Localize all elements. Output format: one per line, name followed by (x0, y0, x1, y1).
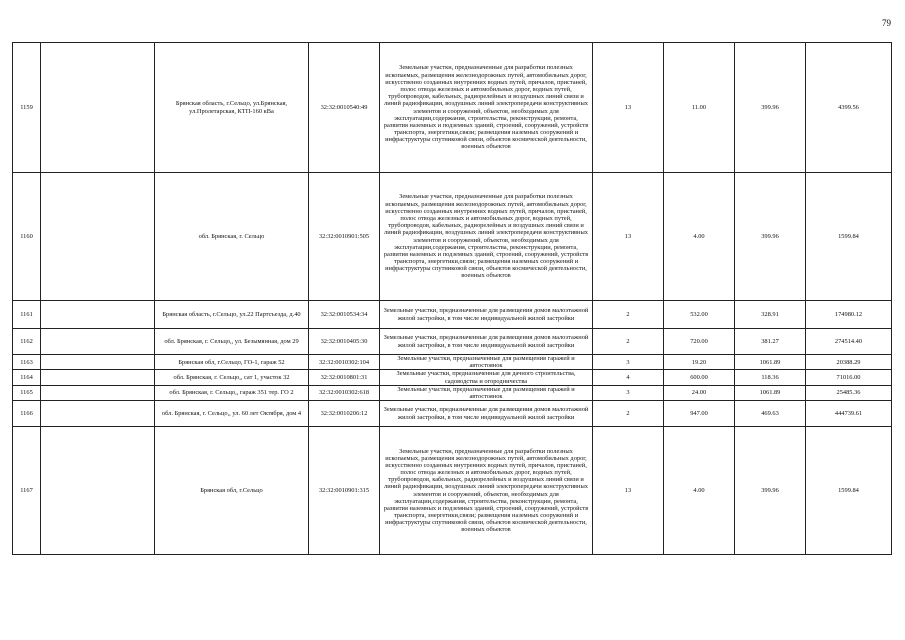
cell-purpose: Земельные участки, предназначенные для размещения гаражей и автостоянок (380, 355, 593, 370)
cell-value: 71016.00 (806, 370, 892, 385)
land-registry-table (12, 42, 892, 555)
cell-address: обл. Брянская, г. Сельцо,, гараж 351 тер. ГО 2 (155, 385, 309, 400)
cell-id: 1163 (13, 355, 41, 370)
cell-value: 174980.12 (806, 301, 892, 329)
cell-code: 2 (593, 401, 664, 427)
cell-address: Брянская обл, г.Сельцо (155, 427, 309, 555)
cell-cadastral: 32:32:0010540:49 (309, 43, 380, 173)
cell-area: 19.20 (664, 355, 735, 370)
cell-cadastral: 32:32:0010901:505 (309, 173, 380, 301)
table-row (13, 173, 892, 301)
cell-purpose: Земельные участки, предназначенные для дачного строительства, садоводства и огородничества (380, 370, 593, 385)
cell-area: 600.00 (664, 370, 735, 385)
cell-rate: 1061.89 (735, 385, 806, 400)
cell-address: обл. Брянская, г. Сельцо (155, 173, 309, 301)
cell-address: Брянская обл, г.Сельцо, ГО-1, гараж 52 (155, 355, 309, 370)
cell-id: 1159 (13, 43, 41, 173)
cell-code: 4 (593, 370, 664, 385)
cell-cadastral: 32:32:0010302:104 (309, 355, 380, 370)
table-row (13, 370, 892, 385)
cell-id: 1166 (13, 401, 41, 427)
empty-cell (41, 355, 155, 370)
cell-value: 1599.84 (806, 173, 892, 301)
cell-purpose: Земельные участки, предназначенные для размещения домов малоэтажной жилой застройки, в том числе индивидуальной жилой застройки (380, 401, 593, 427)
empty-cell (41, 401, 155, 427)
cell-area: 720.00 (664, 329, 735, 355)
cell-purpose: Земельные участки, предназначенные для размещения домов малоэтажной жилой застройки, в том числе индивидуальной жилой застройки (380, 301, 593, 329)
cell-area: 4.00 (664, 173, 735, 301)
cell-address: обл. Брянская, г. Сельцо,, ул. 60 лет Октября, дом 4 (155, 401, 309, 427)
table-row (13, 427, 892, 555)
empty-cell (41, 427, 155, 555)
cell-rate: 381.27 (735, 329, 806, 355)
empty-cell (41, 329, 155, 355)
cell-code: 2 (593, 301, 664, 329)
cell-value: 444739.61 (806, 401, 892, 427)
cell-code: 3 (593, 355, 664, 370)
cell-code: 13 (593, 43, 664, 173)
cell-purpose: Земельные участки, предназначенные для размещения гаражей и автостоянок (380, 385, 593, 400)
empty-cell (41, 43, 155, 173)
cell-id: 1165 (13, 385, 41, 400)
cell-rate: 469.63 (735, 401, 806, 427)
cell-value: 1599.84 (806, 427, 892, 555)
cell-code: 2 (593, 329, 664, 355)
cell-area: 532.00 (664, 301, 735, 329)
cell-cadastral: 32:32:0010206:12 (309, 401, 380, 427)
page-number: 79 (882, 18, 891, 28)
cell-id: 1164 (13, 370, 41, 385)
table-row (13, 43, 892, 173)
cell-purpose: Земельные участки, предназначенные для разработки полезных ископаемых, размещения железнодорожных путей, автомобильных дорог, искусственно созданных внутренних водных путей, причалов, пристаней, полос отвода железных и автомобильных дорог, водных путей, трубопроводов, кабельных, радиорелейных и воздушных линий связи и линий радиофикации, воздушных линий электропередачи конструктивных элементов и сооружений, объектов, необходимых для эксплуатации,содержания, строительства, реконструкции, ремонта, развития наземных и подземных зданий, строений, сооружений, устройств транспорта, энергетики,связи; размещения наземных сооружений и инфраструктуры спутниковой связи, объектов космической деятельности, военных объектов (380, 173, 593, 301)
cell-value: 20388.29 (806, 355, 892, 370)
cell-rate: 399.96 (735, 43, 806, 173)
cell-rate: 1061.89 (735, 355, 806, 370)
cell-rate: 328.91 (735, 301, 806, 329)
cell-area: 11.00 (664, 43, 735, 173)
cell-address: обл. Брянская, г. Сельцо,, ул. Безымянная, дом 29 (155, 329, 309, 355)
cell-rate: 118.36 (735, 370, 806, 385)
cell-code: 13 (593, 427, 664, 555)
cell-cadastral: 32:32:0010801:31 (309, 370, 380, 385)
empty-cell (41, 370, 155, 385)
cell-id: 1167 (13, 427, 41, 555)
cell-code: 3 (593, 385, 664, 400)
cell-rate: 399.96 (735, 427, 806, 555)
cell-address: Брянская область, г.Сельцо, ул.22 Партсъезда, д.40 (155, 301, 309, 329)
cell-value: 25485.36 (806, 385, 892, 400)
cell-id: 1162 (13, 329, 41, 355)
cell-purpose: Земельные участки, предназначенные для размещения домов малоэтажной жилой застройки, в том числе индивидуальной жилой застройки (380, 329, 593, 355)
empty-cell (41, 173, 155, 301)
cell-cadastral: 32:32:0010405:30 (309, 329, 380, 355)
cell-address: обл. Брянская, г. Сельцо,, сат 1, участок 32 (155, 370, 309, 385)
table-row (13, 329, 892, 355)
cell-purpose: Земельные участки, предназначенные для разработки полезных ископаемых, размещения железнодорожных путей, автомобильных дорог, искусственно созданных внутренних водных путей, причалов, пристаней, полос отвода железных и автомобильных дорог, водных путей, трубопроводов, кабельных, радиорелейных и воздушных линий связи и линий радиофикации, воздушных линий электропередачи конструктивных элементов и сооружений, объектов, необходимых для эксплуатации,содержания, строительства, реконструкции, ремонта, развития наземных и подземных зданий, строений, сооружений, устройств транспорта, энергетики,связи; размещения наземных сооружений и инфраструктуры спутниковой связи, объектов космической деятельности, военных объектов (380, 427, 593, 555)
empty-cell (41, 301, 155, 329)
cell-area: 947.00 (664, 401, 735, 427)
cell-id: 1160 (13, 173, 41, 301)
cell-id: 1161 (13, 301, 41, 329)
cell-code: 13 (593, 173, 664, 301)
cell-value: 274514.40 (806, 329, 892, 355)
table-row (13, 355, 892, 370)
cell-area: 4.00 (664, 427, 735, 555)
table-row (13, 301, 892, 329)
cell-address: Брянская область, г.Сельцо, ул.Брянская, ул.Пролетарская, КТП-160 кВа (155, 43, 309, 173)
cell-purpose: Земельные участки, предназначенные для разработки полезных ископаемых, размещения железнодорожных путей, автомобильных дорог, искусственно созданных внутренних водных путей, причалов, пристаней, полос отвода железных и автомобильных дорог, водных путей, трубопроводов, кабельных, радиорелейных и воздушных линий связи и линий радиофикации, воздушных линий электропередачи конструктивных элементов и сооружений, объектов, необходимых для эксплуатации,содержания, строительства, реконструкции, ремонта, развития наземных и подземных зданий, строений, сооружений, устройств транспорта, энергетики,связи; размещения наземных сооружений и инфраструктуры спутниковой связи, объектов космической деятельности, военных объектов (380, 43, 593, 173)
table-row (13, 385, 892, 400)
cell-value: 4399.56 (806, 43, 892, 173)
cell-cadastral: 32:32:0010534:34 (309, 301, 380, 329)
table-row (13, 401, 892, 427)
cell-cadastral: 32:32:0010901:315 (309, 427, 380, 555)
empty-cell (41, 385, 155, 400)
cell-area: 24.00 (664, 385, 735, 400)
cell-rate: 399.96 (735, 173, 806, 301)
cell-cadastral: 32:32:0010302:618 (309, 385, 380, 400)
